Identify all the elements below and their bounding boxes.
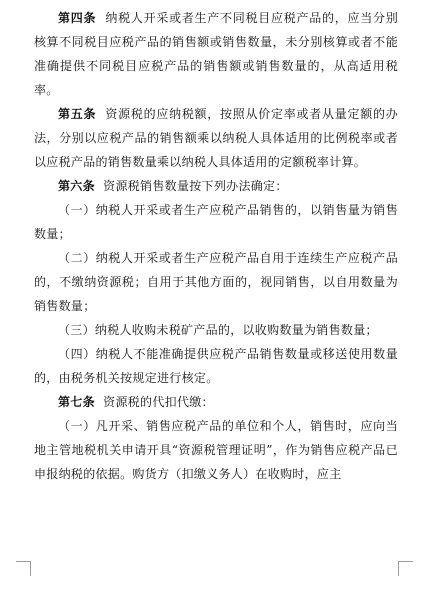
article-7-item-1 <box>34 414 398 486</box>
article-6-item-3-text: （三）纳税人收购未税矿产品的，以收购数量为销售数量； <box>58 323 378 337</box>
article-5-heading: 第五条 <box>58 107 97 121</box>
article-6-item-2-text: （二）纳税人开采或者生产应税产品自用于连续生产应税产品的，不缴纳资源税；自用于其他方面的，视同销售，以自用数量为销售数量； <box>34 251 398 313</box>
article-6-paragraph <box>34 174 398 198</box>
article-7-text: 资源税的代扣代缴： <box>103 395 214 409</box>
article-6-heading: 第六条 <box>58 179 95 193</box>
article-6-item-3 <box>34 318 398 342</box>
article-7-item-1-text: （一）凡开采、销售应税产品的单位和个人，销售时，应向当地主管地税机关申请开具“资源税管理证明”，作为销售应税产品已申报纳税的依据。购货方（扣缴义务人）在收购时，应主 <box>34 419 398 481</box>
bottom-right-margin-mark <box>398 561 413 576</box>
article-5-text: 资源税的应纳税额，按照从价定率或者从量定额的办法，分别以应税产品的销售额乘以纳税人具体适用的比例税率或者以应税产品的销售数量乘以纳税人具体适用的定额税率计算。 <box>34 107 399 169</box>
article-6-item-2 <box>34 246 398 318</box>
article-6-item-1-text: （一）纳税人开采或者生产应税产品销售的，以销售量为销售数量； <box>34 203 398 241</box>
document-page <box>34 6 398 486</box>
article-7-paragraph <box>34 390 398 414</box>
article-4-paragraph <box>34 6 398 102</box>
article-6-item-1 <box>34 198 398 246</box>
article-6-item-4-text: （四）纳税人不能准确提供应税产品销售数量或移送使用数量的，由税务机关按规定进行核定。 <box>34 347 398 385</box>
article-4-text: 纳税人开采或者生产不同税目应税产品的，应当分别核算不同税目应税产品的销售额或销售数量，未分别核算或者不能准确提供不同税目应税产品的销售额或销售数量的，从高适用税率。 <box>34 11 399 97</box>
article-5-paragraph <box>34 102 398 174</box>
article-6-item-4 <box>34 342 398 390</box>
bottom-left-margin-mark <box>16 561 31 576</box>
article-6-text: 资源税销售数量按下列办法确定： <box>103 179 288 193</box>
article-4-heading: 第四条 <box>58 11 97 25</box>
article-7-heading: 第七条 <box>58 395 95 409</box>
